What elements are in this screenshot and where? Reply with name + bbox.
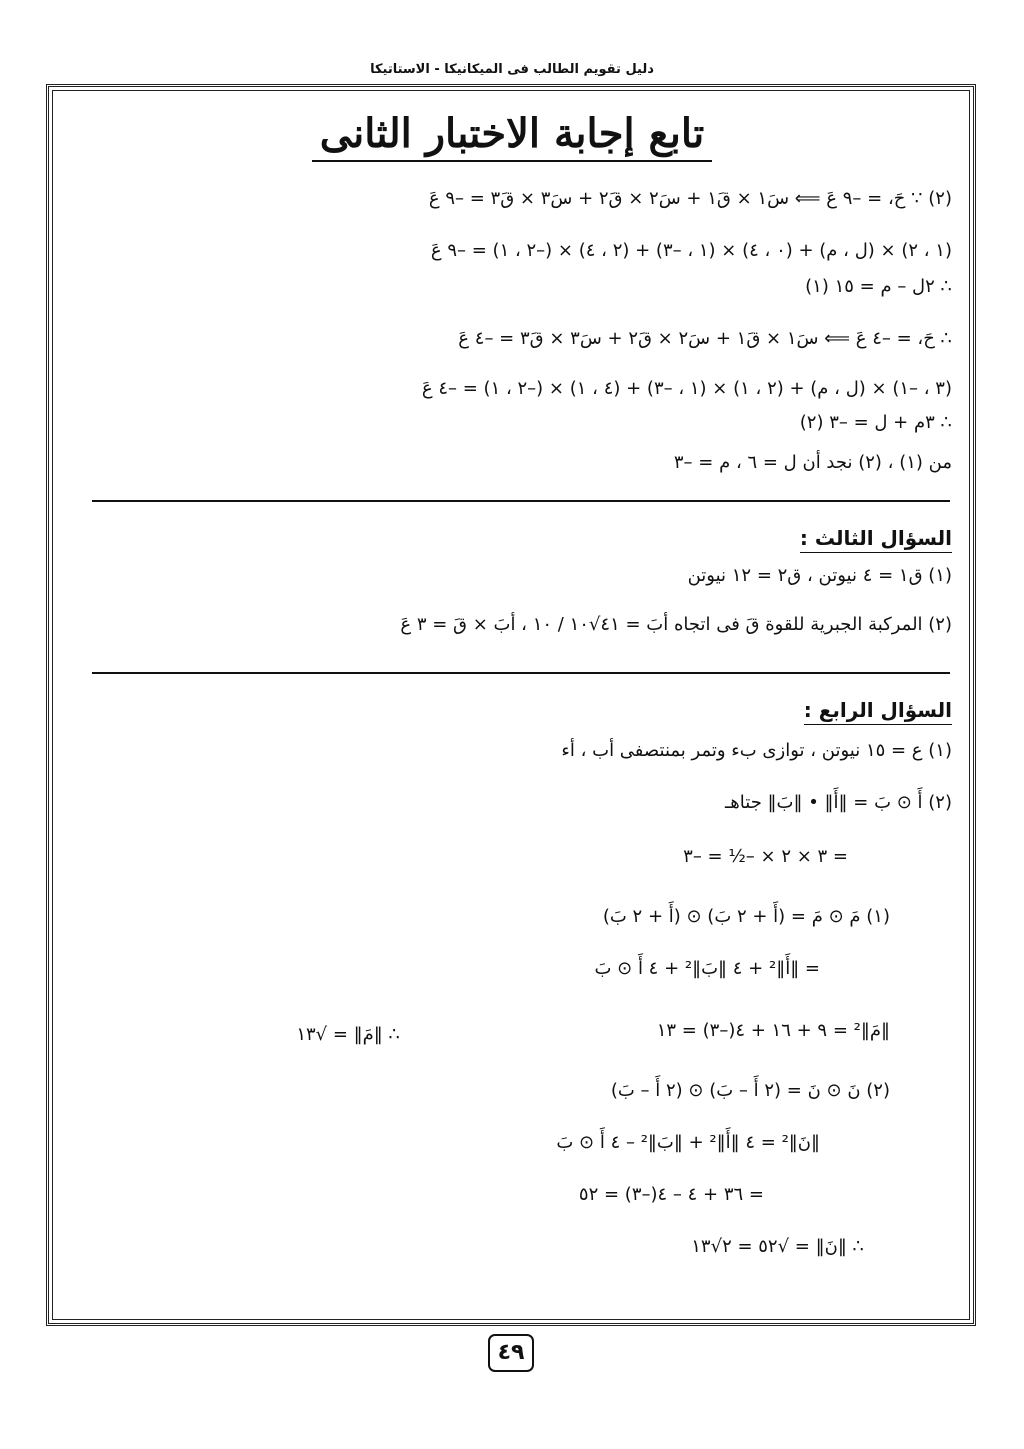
solution-line-7: من (١) ، (٢) نجد أن ل = ٦ ، م = –٣ <box>673 452 952 473</box>
question-3-heading: السؤال الثالث : <box>800 526 952 553</box>
q4-answer-8: ‖نَ‖² = ٤ ‖أَ‖² + ‖بَ‖² – ٤ أَ ⊙ بَ <box>556 1132 820 1153</box>
solution-line-2: (١ ، ٢) × (ل ، م) + (٠ ، ٤) × (١ ، –٣) + (٢ ، ٤) × (–٢ ، ١) = –٩ عَ <box>430 240 952 261</box>
q4-answer-5: = ‖أَ‖² + ٤ ‖بَ‖² + ٤ أَ ⊙ بَ <box>594 958 820 979</box>
q4-answer-4: (١) مَ ⊙ مَ = (أَ + ٢ بَ) ⊙ (أَ + ٢ بَ) <box>602 906 890 927</box>
q4-answer-2: (٢) أَ ⊙ بَ = ‖أَ‖ • ‖بَ‖ جتاهـ <box>725 792 952 813</box>
section-divider <box>92 500 950 502</box>
page-title: تابع إجابة الاختبار الثانى <box>319 110 705 157</box>
solution-line-6: ∴ ٣م + ل = –٣ (٢) <box>799 412 952 433</box>
running-header: دليل تقويم الطالب فى الميكانيكا - الاستاتيكا <box>370 62 654 77</box>
q4-answer-6-conclusion: ∴ ‖مَ‖ = √١٣ <box>296 1024 400 1045</box>
q3-answer-1: (١) ق١ = ٤ نيوتن ، ق٢ = ١٢ نيوتن <box>687 565 952 586</box>
question-4-heading: السؤال الرابع : <box>804 698 952 725</box>
title-underline <box>312 160 712 162</box>
q4-answer-3: = ٣ × ٢ × –½ = –٣ <box>683 846 848 867</box>
q4-answer-9: = ٣٦ + ٤ – ٤(–٣) = ٥٢ <box>578 1184 764 1205</box>
solution-line-3: ∴ ٢ل – م = ١٥ (١) <box>805 276 952 297</box>
q4-answer-10: ∴ ‖نَ‖ = √٥٢ = ٢√١٣ <box>691 1236 864 1257</box>
page-number: ٤٩ <box>488 1334 534 1372</box>
solution-line-4: ∴ حَ، = –٤ عَ ⟸ سَ١ × قَ١ + سَ٢ × قَ٢ + سَ٣ × قَ٣ = –٤ عَ <box>458 328 952 349</box>
section-divider <box>92 672 950 674</box>
solution-line-5: (٣ ، –١) × (ل ، م) + (٢ ، ١) × (١ ، –٣) + (٤ ، ١) × (–٢ ، ١) = –٤ عَ <box>421 378 952 399</box>
q4-answer-6: ‖مَ‖² = ٩ + ١٦ + ٤(–٣) = ١٣ <box>656 1020 890 1041</box>
solution-line-1: (٢) ∵ حَ، = –٩ عَ ⟸ سَ١ × قَ١ + سَ٢ × قَ٢ + سَ٣ × قَ٣ = –٩ عَ <box>428 188 952 209</box>
q3-answer-2: (٢) المركبة الجبرية للقوة قَ فى اتجاه أبَ = ٤١√١٠ / ١٠ ، أبَ × قَ = ٣ عَ <box>400 614 952 635</box>
q4-answer-1: (١) ع = ١٥ نيوتن ، توازى بء وتمر بمنتصفى أب ، أء <box>561 740 952 761</box>
q4-answer-7: (٢) نَ ⊙ نَ = (٢ أَ – بَ) ⊙ (٢ أَ – بَ) <box>610 1080 890 1101</box>
